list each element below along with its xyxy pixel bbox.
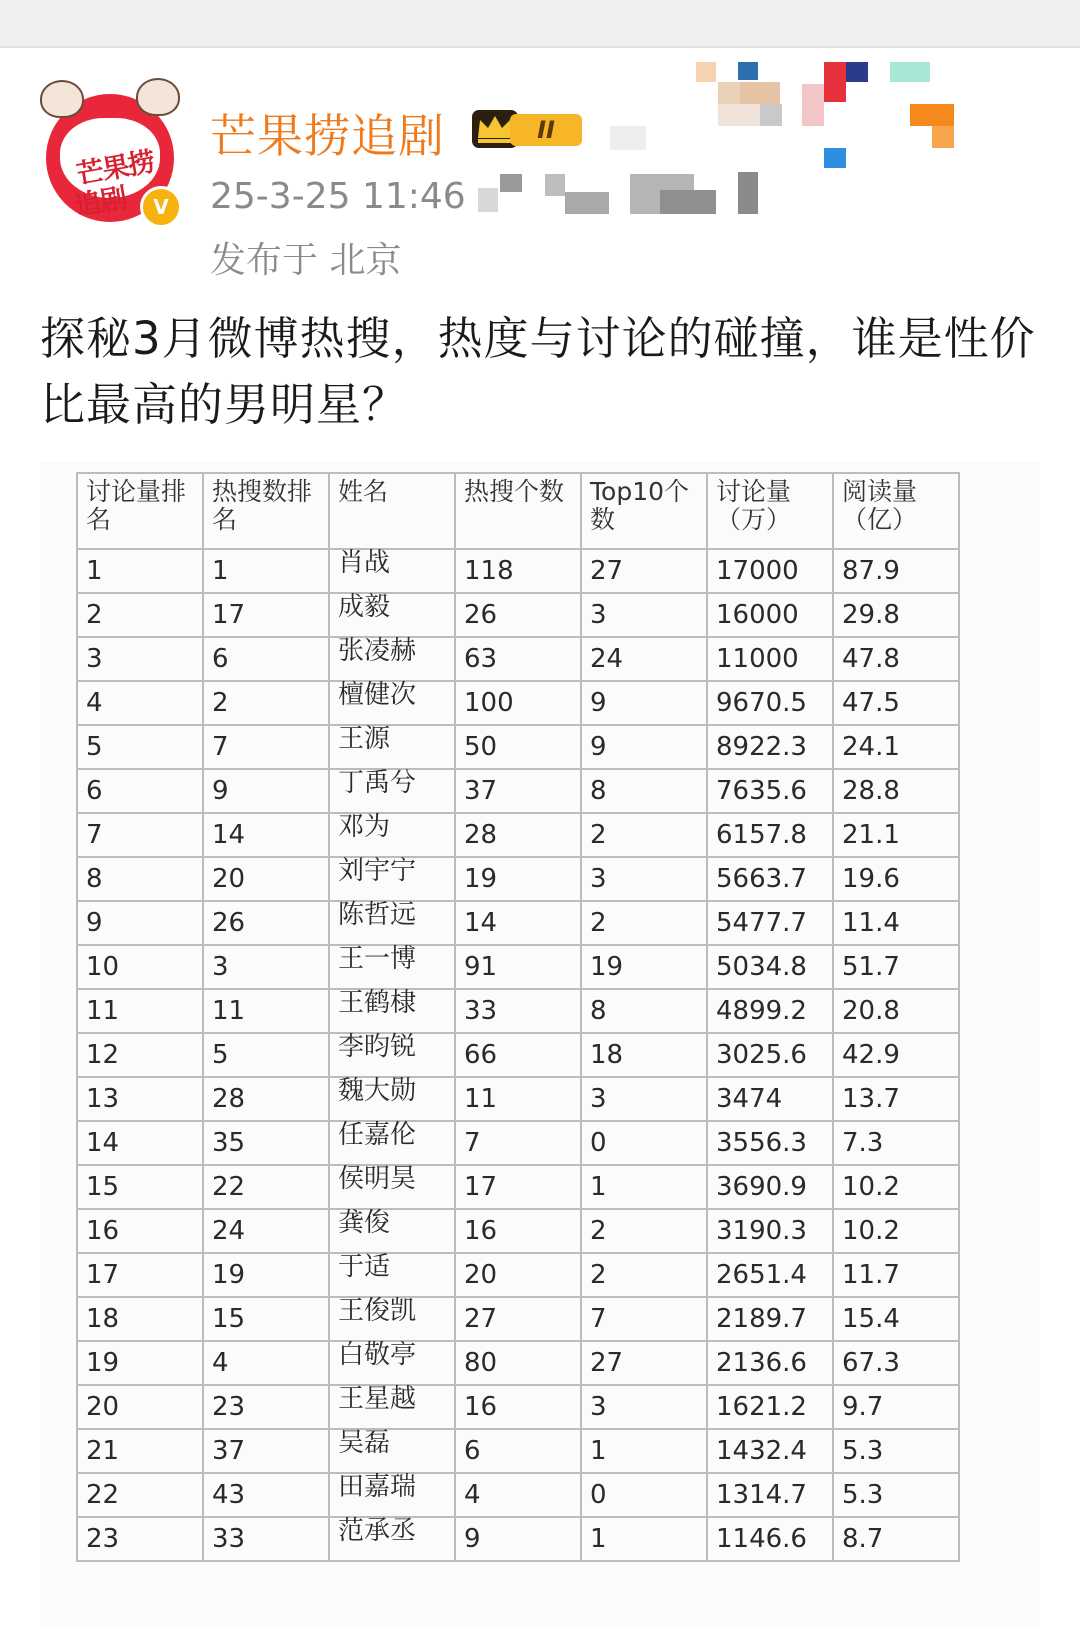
table-row [77,813,959,857]
divider [0,46,1080,48]
cell-read-volume: 8.7 [833,1517,959,1561]
cell-top10-count: 8 [581,989,707,1033]
cell-search-rank: 24 [203,1209,329,1253]
cell-top10-count: 9 [581,725,707,769]
cell-name: 于适 [329,1253,455,1297]
cell-top10-count: 18 [581,1033,707,1077]
redacted-block [738,62,758,80]
cell-name: 檀健次 [329,681,455,725]
table-row [77,681,959,725]
ranking-table [76,472,960,1562]
member-level: II [510,114,582,146]
redacted-block [824,62,846,102]
cell-discussion-rank: 6 [77,769,203,813]
cell-search-count: 19 [455,857,581,901]
cell-name: 王星越 [329,1385,455,1429]
cell-name: 张凌赫 [329,637,455,681]
cell-read-volume: 51.7 [833,945,959,989]
cell-discussion-rank: 4 [77,681,203,725]
redacted-block [660,190,716,214]
cell-discussion-rank: 5 [77,725,203,769]
cell-top10-count: 3 [581,857,707,901]
cell-name: 丁禹兮 [329,769,455,813]
cell-search-count: 16 [455,1209,581,1253]
cell-top10-count: 27 [581,549,707,593]
cell-search-count: 118 [455,549,581,593]
cell-read-volume: 20.8 [833,989,959,1033]
header-search-rank: 热搜数排名 [203,473,329,549]
cell-search-count: 63 [455,637,581,681]
cell-search-rank: 17 [203,593,329,637]
table-row [77,1385,959,1429]
cat-icon [40,80,84,118]
cell-discussion-rank: 22 [77,1473,203,1517]
cell-search-rank: 35 [203,1121,329,1165]
cell-discussion-rank: 21 [77,1429,203,1473]
cell-search-rank: 9 [203,769,329,813]
cell-read-volume: 10.2 [833,1209,959,1253]
cell-top10-count: 3 [581,1077,707,1121]
cell-discussion-volume: 3025.6 [707,1033,833,1077]
redacted-block [760,104,782,126]
cell-search-rank: 4 [203,1341,329,1385]
cell-read-volume: 42.9 [833,1033,959,1077]
post-location: 发布于 北京 [210,240,402,281]
cell-read-volume: 5.3 [833,1429,959,1473]
cell-search-rank: 7 [203,725,329,769]
cell-discussion-volume: 9670.5 [707,681,833,725]
redacted-block [890,62,930,82]
table-row [77,857,959,901]
cell-top10-count: 3 [581,593,707,637]
cell-search-count: 16 [455,1385,581,1429]
header-read-volume: 阅读量（亿） [833,473,959,549]
header-name: 姓名 [329,473,455,549]
cell-name: 王一博 [329,945,455,989]
cell-name: 王俊凯 [329,1297,455,1341]
cell-name: 侯明昊 [329,1165,455,1209]
cell-top10-count: 7 [581,1297,707,1341]
cell-discussion-volume: 1432.4 [707,1429,833,1473]
cell-top10-count: 1 [581,1429,707,1473]
cell-search-rank: 2 [203,681,329,725]
table-row [77,1165,959,1209]
cell-search-rank: 3 [203,945,329,989]
username[interactable]: 芒果捞追剧 [210,109,445,163]
cell-top10-count: 27 [581,1341,707,1385]
cell-discussion-volume: 3690.9 [707,1165,833,1209]
cell-search-count: 50 [455,725,581,769]
cat-icon [136,78,180,116]
table-row [77,1297,959,1341]
table-row [77,593,959,637]
redacted-block [610,126,646,150]
cell-top10-count: 0 [581,1473,707,1517]
cell-search-count: 28 [455,813,581,857]
redacted-block [500,174,522,192]
cell-search-count: 4 [455,1473,581,1517]
cell-discussion-volume: 5034.8 [707,945,833,989]
header-search-count: 热搜个数 [455,473,581,549]
cell-name: 肖战 [329,549,455,593]
cell-search-count: 100 [455,681,581,725]
cell-search-rank: 15 [203,1297,329,1341]
cell-read-volume: 47.8 [833,637,959,681]
table-row [77,1209,959,1253]
cell-search-count: 20 [455,1253,581,1297]
table-row [77,769,959,813]
cell-discussion-volume: 1146.6 [707,1517,833,1561]
redacted-block [718,82,740,104]
cell-name: 吴磊 [329,1429,455,1473]
cell-read-volume: 15.4 [833,1297,959,1341]
table-row [77,1253,959,1297]
redacted-block [824,148,846,168]
cell-discussion-volume: 1621.2 [707,1385,833,1429]
cell-top10-count: 1 [581,1517,707,1561]
cell-search-count: 6 [455,1429,581,1473]
cell-search-rank: 22 [203,1165,329,1209]
cell-discussion-rank: 8 [77,857,203,901]
cell-read-volume: 67.3 [833,1341,959,1385]
cell-search-rank: 6 [203,637,329,681]
cell-discussion-volume: 4899.2 [707,989,833,1033]
cell-name: 田嘉瑞 [329,1473,455,1517]
cell-read-volume: 29.8 [833,593,959,637]
avatar-text-line2: 追剧 [72,182,129,222]
cell-discussion-rank: 16 [77,1209,203,1253]
cell-search-rank: 14 [203,813,329,857]
cell-read-volume: 21.1 [833,813,959,857]
table-row [77,901,959,945]
cell-top10-count: 2 [581,1209,707,1253]
cell-top10-count: 0 [581,1121,707,1165]
cell-read-volume: 24.1 [833,725,959,769]
post-timestamp: 25-3-25 11:46 [210,176,466,217]
cell-discussion-rank: 12 [77,1033,203,1077]
cell-top10-count: 2 [581,901,707,945]
header-discussion-volume: 讨论量（万） [707,473,833,549]
cell-name: 范承丞 [329,1517,455,1561]
redacted-block [565,192,609,214]
redacted-block [478,188,498,212]
cell-discussion-volume: 2136.6 [707,1341,833,1385]
table-row [77,1517,959,1561]
cell-top10-count: 2 [581,1253,707,1297]
cell-name: 白敬亭 [329,1341,455,1385]
redacted-block [738,172,758,214]
cell-search-count: 17 [455,1165,581,1209]
cell-search-rank: 37 [203,1429,329,1473]
cell-discussion-volume: 17000 [707,549,833,593]
table-image[interactable] [40,462,1040,1627]
post-text: 探秘3月微博热搜，热度与讨论的碰撞，谁是性价比最高的男明星？ [40,312,1036,431]
redacted-block [740,82,780,104]
cell-discussion-volume: 1314.7 [707,1473,833,1517]
cell-search-rank: 19 [203,1253,329,1297]
cell-search-rank: 5 [203,1033,329,1077]
table-row [77,1341,959,1385]
cell-search-count: 66 [455,1033,581,1077]
cell-read-volume: 7.3 [833,1121,959,1165]
cell-top10-count: 1 [581,1165,707,1209]
cell-name: 王源 [329,725,455,769]
cell-search-rank: 1 [203,549,329,593]
cell-read-volume: 11.4 [833,901,959,945]
redacted-block [802,84,824,126]
cell-discussion-volume: 11000 [707,637,833,681]
cell-discussion-rank: 19 [77,1341,203,1385]
cell-discussion-volume: 8922.3 [707,725,833,769]
cell-discussion-rank: 1 [77,549,203,593]
cell-discussion-rank: 2 [77,593,203,637]
cell-read-volume: 28.8 [833,769,959,813]
member-badge[interactable] [470,108,585,150]
cell-search-rank: 26 [203,901,329,945]
table-row [77,945,959,989]
cell-search-count: 7 [455,1121,581,1165]
cell-discussion-rank: 18 [77,1297,203,1341]
cell-discussion-rank: 10 [77,945,203,989]
cell-search-count: 27 [455,1297,581,1341]
cell-discussion-rank: 7 [77,813,203,857]
table-row [77,1033,959,1077]
cell-read-volume: 87.9 [833,549,959,593]
table-row [77,1429,959,1473]
cell-discussion-rank: 17 [77,1253,203,1297]
cell-search-rank: 33 [203,1517,329,1561]
cell-discussion-volume: 7635.6 [707,769,833,813]
redacted-block [910,104,954,126]
avatar[interactable] [40,78,180,228]
cell-discussion-rank: 23 [77,1517,203,1561]
cell-top10-count: 9 [581,681,707,725]
cell-name: 陈哲远 [329,901,455,945]
cell-name: 刘宇宁 [329,857,455,901]
cell-read-volume: 19.6 [833,857,959,901]
cell-discussion-rank: 20 [77,1385,203,1429]
cell-discussion-volume: 5663.7 [707,857,833,901]
redacted-block [846,62,868,82]
cell-discussion-rank: 15 [77,1165,203,1209]
redacted-block [932,126,954,148]
cell-read-volume: 13.7 [833,1077,959,1121]
table-row [77,1473,959,1517]
cell-discussion-volume: 3556.3 [707,1121,833,1165]
table-row [77,1121,959,1165]
cell-discussion-volume: 2651.4 [707,1253,833,1297]
cell-name: 邓为 [329,813,455,857]
cell-search-rank: 20 [203,857,329,901]
table-header-row [77,473,959,549]
cell-name: 成毅 [329,593,455,637]
cell-search-count: 14 [455,901,581,945]
cell-top10-count: 3 [581,1385,707,1429]
cell-name: 魏大勋 [329,1077,455,1121]
cell-search-count: 11 [455,1077,581,1121]
cell-top10-count: 19 [581,945,707,989]
cell-discussion-rank: 13 [77,1077,203,1121]
cell-name: 任嘉伦 [329,1121,455,1165]
redacted-block [545,174,565,196]
cell-read-volume: 5.3 [833,1473,959,1517]
table-row [77,725,959,769]
cell-read-volume: 9.7 [833,1385,959,1429]
cell-discussion-volume: 3474 [707,1077,833,1121]
cell-read-volume: 47.5 [833,681,959,725]
table-row [77,989,959,1033]
cell-name: 龚俊 [329,1209,455,1253]
table-row [77,637,959,681]
redacted-block [696,62,716,82]
cell-read-volume: 11.7 [833,1253,959,1297]
header-top10-count: Top10个数 [581,473,707,549]
table-row [77,549,959,593]
cell-discussion-rank: 11 [77,989,203,1033]
cell-search-count: 37 [455,769,581,813]
cell-name: 王鹤棣 [329,989,455,1033]
cell-top10-count: 24 [581,637,707,681]
cell-discussion-rank: 9 [77,901,203,945]
cell-search-rank: 11 [203,989,329,1033]
cell-discussion-rank: 14 [77,1121,203,1165]
avatar-text-line1: 芒果捞 [74,146,157,191]
table-row [77,1077,959,1121]
cell-top10-count: 8 [581,769,707,813]
cell-search-rank: 28 [203,1077,329,1121]
verified-icon: V [140,186,182,228]
cell-discussion-volume: 16000 [707,593,833,637]
cell-search-count: 26 [455,593,581,637]
redacted-block [718,104,760,126]
cell-search-count: 9 [455,1517,581,1561]
cell-discussion-volume: 5477.7 [707,901,833,945]
cell-read-volume: 10.2 [833,1165,959,1209]
cell-search-count: 80 [455,1341,581,1385]
cell-search-rank: 23 [203,1385,329,1429]
cell-search-count: 91 [455,945,581,989]
cell-search-count: 33 [455,989,581,1033]
cell-discussion-volume: 3190.3 [707,1209,833,1253]
cell-top10-count: 2 [581,813,707,857]
cell-discussion-volume: 2189.7 [707,1297,833,1341]
cell-discussion-rank: 3 [77,637,203,681]
cell-name: 李昀锐 [329,1033,455,1077]
cell-search-rank: 43 [203,1473,329,1517]
cell-discussion-volume: 6157.8 [707,813,833,857]
top-gray-bar [0,0,1080,46]
header-discussion-rank: 讨论量排名 [77,473,203,549]
